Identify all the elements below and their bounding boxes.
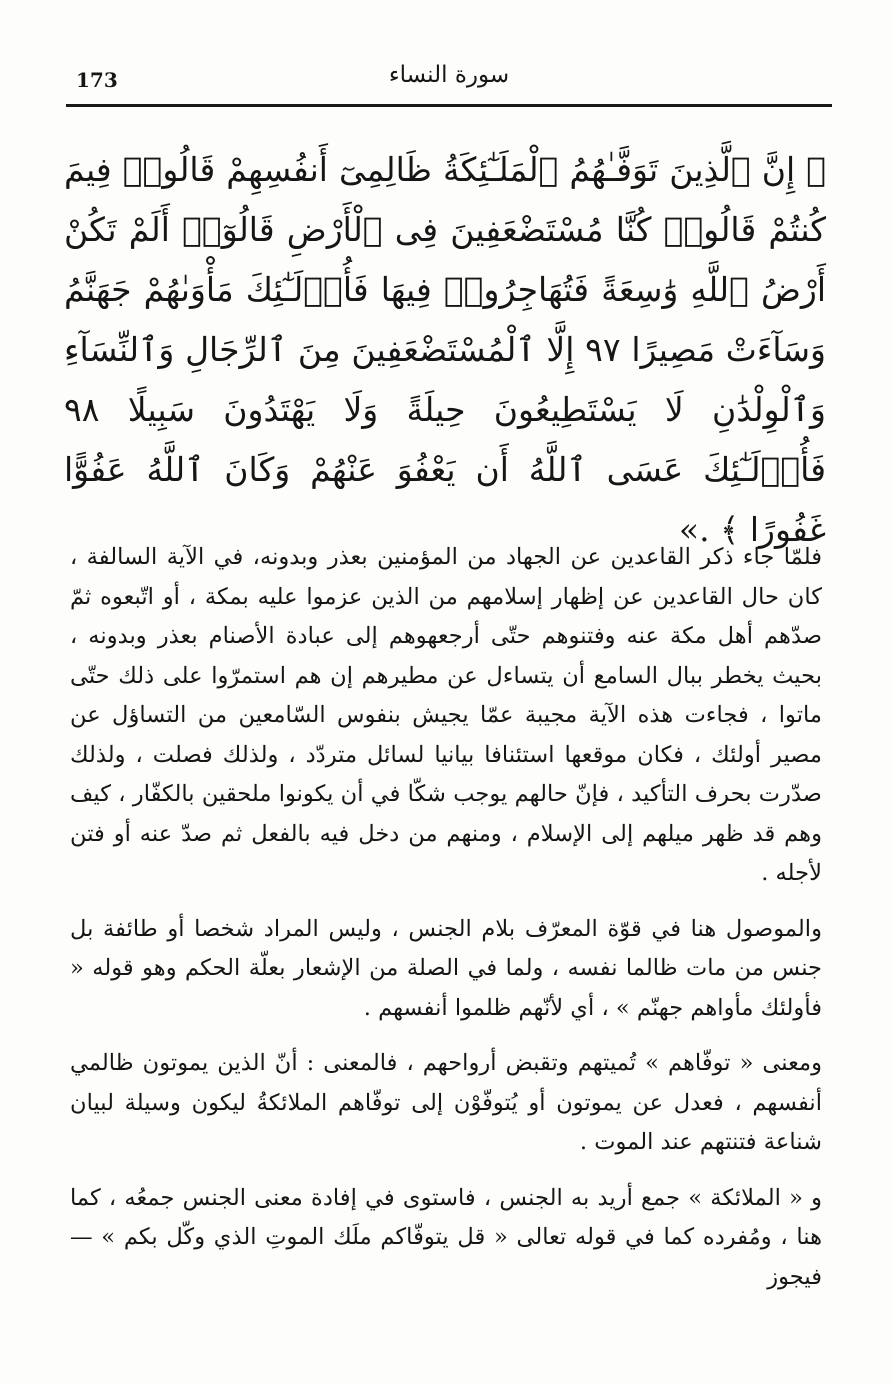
page-header: [66, 60, 832, 107]
commentary-paragraph: ومعنى « توفّاهم » تُميتهم وتقبض أرواحهم ، فالمعنى : أنّ الذين يموتون ظالمي أنفسهم ، فعدل عن يموتون أو يُتوفّوْن إلى توفّاهم الملائكةُ ليكون وسيلة لبيان شناعة فتنتهم عند الموت .: [70, 1050, 822, 1155]
commentary-paragraph: و « الملائكة » جمع أريد به الجنس ، فاستوى في إفادة معنى الجنس جمعُه ، كما هنا ، ومُفرده كما في قوله تعالى « قل يتوفّاكم ملَك الموتِ الذي وكّل بكم » — فيجوز: [70, 1184, 822, 1290]
surah-title: سورة النساء: [388, 62, 510, 88]
commentary-paragraph: والموصول هنا في قوّة المعرّف بلام الجنس ، وليس المراد شخصا أو طائفة بل جنس من مات ظالما نفسه ، ولما في الصلة من الإشعار بعلّة الحكم وهو قوله « فأولئك مأواهم جهنّم » ، أي لأنّهم ظلموا أنفسهم .: [70, 915, 822, 1021]
commentary: [70, 538, 822, 1313]
quran-verse: ﴿ إِنَّ ٱلَّذِينَ تَوَفَّـٰهُمُ ٱلْمَلَـٰٓئِكَةُ ظَالِمِىٓ أَنفُسِهِمْ قَالُوا۟ فِيمَ كُنتُمْ قَالُوا۟ كُنَّا مُسْتَضْعَفِينَ فِى ٱلْأَرْضِ قَالُوٓا۟ أَلَمْ تَكُنْ أَرْضُ ٱللَّهِ وَٰسِعَةً فَتُهَاجِرُوا۟ فِيهَا فَأُو۟لَـٰٓئِكَ مَأْوَىٰهُمْ جَهَنَّمُ وَسَآءَتْ مَصِيرًا ٩٧ إِلَّا ٱلْمُسْتَضْعَفِينَ مِنَ ٱلرِّجَالِ وَٱلنِّسَآءِ وَٱلْوِلْدَٰنِ لَا يَسْتَطِيعُونَ حِيلَةً وَلَا يَهْتَدُونَ سَبِيلًا ٩٨ فَأُو۟لَـٰٓئِكَ عَسَى ٱللَّهُ أَن يَعْفُوَ عَنْهُمْ وَكَانَ ٱللَّهُ عَفُوًّا غَفُورًا ﴾ .»: [64, 150, 826, 549]
commentary-paragraph: فلمّا جاء ذكر القاعدين عن الجهاد من المؤمنين بعذر وبدونه، في الآية السالفة ، كان حال القاعدين عن إظهار إسلامهم من الذين عزموا عليه بمكة ، أو اتّبعوه ثمّ صدّهم أهل مكة عنه وفتنوهم حتّى أرجعهوهم إلى عبادة الأصنام بعذر وبدونه ، بحيث يخطر ببال السامع أن يتساءل عن مطيرهم إن هم استمرّوا على ذلك حتّى ماتوا ، فجاءت هذه الآية مجيبة عمّا يجيش بنفوس السّامعين من التساؤل عن مصير أولئك ، فكان موقعها استئنافا بيانيا لسائل متردّد ، ولذلك فصلت ، ولذلك صدّرت بحرف التأكيد ، فإنّ حالهم يوجب شكّا في أن يكونوا ملحقين بالكفّار ، كيف وهم قد ظهر ميلهم إلى الإسلام ، ومنهم من دخل فيه بالفعل ثم صدّ عنه أو فتن لأجله .: [70, 544, 822, 886]
page-number: 173: [76, 68, 118, 92]
